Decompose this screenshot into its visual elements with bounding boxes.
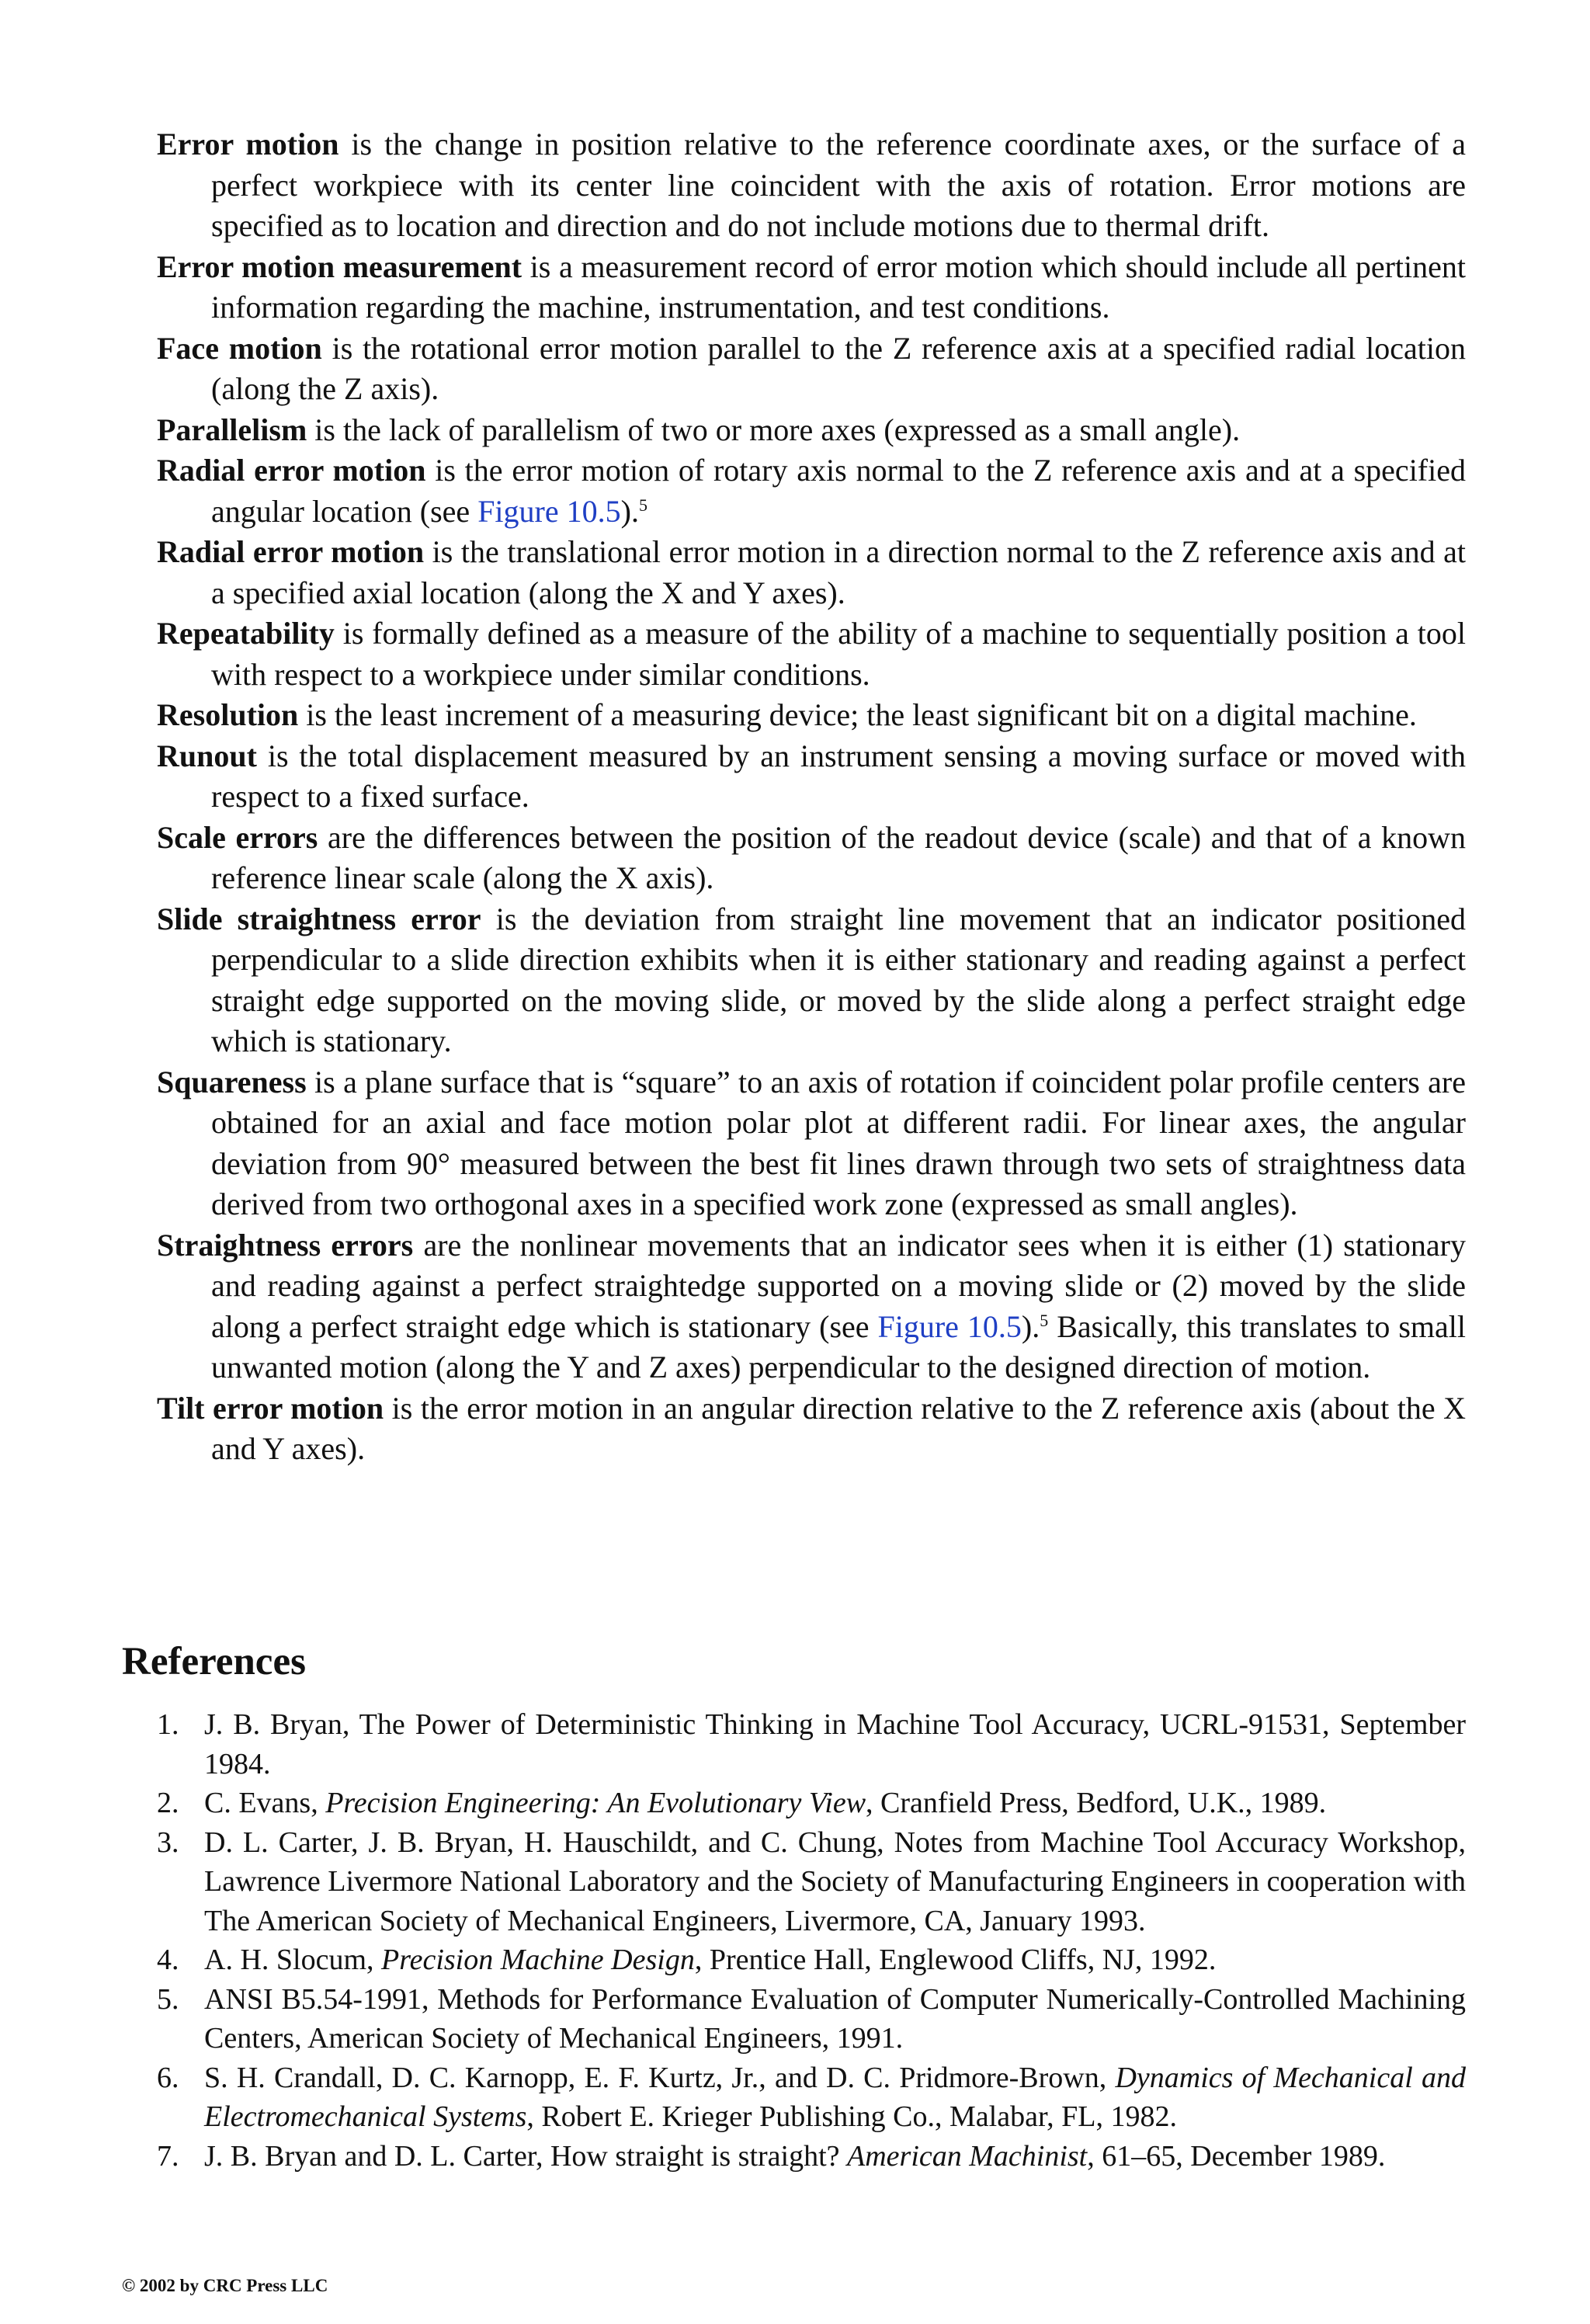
definition-error-motion [157, 124, 1466, 247]
definition-resolution [157, 695, 1466, 736]
definition-term: Error motion [157, 127, 339, 162]
reference-number: 6. [157, 2061, 179, 2094]
reference-item [157, 2058, 1466, 2137]
definition-text: is a measurement record of error motion which should include all pertinent information regarding the machine, instrumentation, and test conditions. [211, 248, 1467, 325]
definition-scale-errors [157, 818, 1466, 899]
reference-title: American Machinist [847, 2139, 1088, 2173]
definition-text-after: ). [1021, 1308, 1040, 1344]
reference-text-after: , Robert E. Krieger Publishing Co., Malabar, FL, 1982. [526, 2100, 1177, 2133]
figure-10-5-link[interactable]: Figure 10.5 [877, 1308, 1022, 1344]
footnote-marker: 5 [1040, 1310, 1049, 1330]
references-list [157, 1705, 1466, 2176]
definition-text: are the nonlinear movements that an indicator sees when it is either (1) stationary and reading against a perfect straightedge supported on a moving slide or (2) moved by the slide along a perfect straight edge which is stationary (see [211, 1227, 1466, 1344]
definition-term: Scale errors [157, 819, 318, 855]
definition-text-after: ). [620, 493, 639, 529]
definition-term: Error motion measurement [157, 248, 522, 284]
definition-text: is the least increment of a measuring device; the least significant bit on a digital machine. [298, 697, 1417, 732]
reference-number: 3. [157, 1826, 179, 1859]
definition-term: Parallelism [157, 412, 307, 447]
reference-title: Dynamics of Mechanical and Electromechanical Systems [204, 2061, 1466, 2133]
definition-term: Tilt error motion [157, 1390, 384, 1426]
reference-number: 4. [157, 1944, 179, 1976]
reference-text: A. H. Slocum, [204, 1944, 381, 1976]
definition-face-motion [157, 328, 1466, 410]
reference-title: Precision Machine Design [381, 1944, 695, 1976]
definition-term: Repeatability [157, 616, 335, 651]
definition-radial-error-motion-translational [157, 532, 1466, 613]
definition-squareness [157, 1062, 1466, 1225]
definition-term: Radial error motion [157, 453, 426, 488]
definition-text: are the differences between the position of the readout device (scale) and that of a known reference linear scale (along the X axis). [211, 819, 1466, 895]
reference-text: D. L. Carter, J. B. Bryan, H. Hauschildt, and C. Chung, Notes from Machine Tool Accuracy Workshop, Lawrence Livermore National Laboratory and the Society of Manufacturing Engineers in cooperation with The American Society of Mechanical Engineers, Livermore, CA, January 1993. [204, 1826, 1466, 1937]
definition-text: is the total displacement measured by an instrument sensing a moving surface or moved with respect to a fixed surface. [211, 738, 1466, 814]
footnote-marker: 5 [638, 495, 647, 515]
definition-term: Squareness [157, 1064, 307, 1099]
definition-term: Face motion [157, 330, 322, 366]
definition-text: is the lack of parallelism of two or more axes (expressed as a small angle). [307, 412, 1241, 447]
glossary-definitions [157, 124, 1466, 1470]
reference-title: Precision Engineering: An Evolutionary View [325, 1787, 866, 1819]
reference-text: ANSI B5.54-1991, Methods for Performance Evaluation of Computer Numerically-Controlled Machining Centers, American Society of Mechanical Engineers, 1991. [204, 1982, 1466, 2055]
definition-text: is the change in position relative to the reference coordinate axes, or the surface of a perfect workpiece with its center line coincident with the axis of rotation. Error motions are specified as to location and direction and do not include motions due to thermal drift. [211, 127, 1466, 243]
definition-term: Runout [157, 738, 257, 773]
reference-text-after: , Cranfield Press, Bedford, U.K., 1989. [866, 1787, 1327, 1819]
definition-text: is the deviation from straight line movement that an indicator positioned perpendicular to a slide direction exhibits when it is either stationary and reading against a perfect straight edge supported on the moving slide, or moved by the slide along a perfect straight edge which is stationary. [211, 901, 1467, 1058]
reference-item [157, 2137, 1466, 2176]
references-heading: References [122, 1640, 306, 1683]
reference-item [157, 1705, 1466, 1784]
definition-radial-error-motion-rotary [157, 450, 1466, 532]
definition-term: Resolution [157, 697, 299, 732]
reference-item [157, 1940, 1466, 1980]
definition-term: Radial error motion [157, 534, 425, 569]
definition-text: is the rotational error motion parallel to the Z reference axis at a specified radial location (along the Z axis). [211, 330, 1467, 406]
reference-number: 7. [157, 2139, 179, 2173]
reference-number: 1. [157, 1708, 179, 1741]
definition-text: is the translational error motion in a direction normal to the Z reference axis and at a specified axial location (along the X and Y axes). [211, 534, 1466, 610]
definition-term: Slide straightness error [157, 901, 481, 936]
definition-text: is a plane surface that is “square” to an axis of rotation if coincident polar profile centers are obtained for an axial and face motion polar plot at different radii. For linear axes, the angular deviation from 90° measured between the best fit lines drawn through two sets of straightness data derived from two orthogonal axes in a specified work zone (expressed as small angles). [211, 1064, 1466, 1221]
reference-text: J. B. Bryan and D. L. Carter, How straight is straight? [204, 2139, 848, 2173]
reference-item [157, 1980, 1466, 2058]
figure-10-5-link[interactable]: Figure 10.5 [477, 493, 621, 529]
definition-text: is the error motion in an angular direction relative to the Z reference axis (about the X and Y axes). [211, 1390, 1466, 1466]
definition-term: Straightness errors [157, 1227, 414, 1263]
reference-number: 5. [157, 1982, 179, 2016]
definition-text-tail: Basically, this translates to small unwanted motion (along the Y and Z axes) perpendicular to the designed direction of motion. [211, 1308, 1467, 1384]
reference-item [157, 1823, 1466, 1941]
reference-text: S. H. Crandall, D. C. Karnopp, E. F. Kurtz, Jr., and D. C. Pridmore-Brown, [204, 2061, 1116, 2094]
reference-number: 2. [157, 1787, 179, 1819]
reference-text-after: , Prentice Hall, Englewood Cliffs, NJ, 1992. [694, 1944, 1217, 1976]
reference-text: C. Evans, [204, 1787, 326, 1819]
definition-text: is formally defined as a measure of the ability of a machine to sequentially position a tool with respect to a workpiece under similar conditions. [211, 616, 1466, 692]
definition-parallelism [157, 410, 1466, 451]
reference-item [157, 1784, 1466, 1823]
definition-runout [157, 736, 1466, 818]
definition-straightness-errors [157, 1225, 1466, 1388]
definition-slide-straightness-error [157, 899, 1466, 1062]
definition-tilt-error-motion [157, 1388, 1466, 1470]
reference-text-after: , 61–65, December 1989. [1087, 2139, 1386, 2173]
definition-error-motion-measurement [157, 247, 1466, 328]
definition-repeatability [157, 613, 1466, 695]
copyright-footer: © 2002 by CRC Press LLC [122, 2276, 328, 2295]
reference-text: J. B. Bryan, The Power of Deterministic Thinking in Machine Tool Accuracy, UCRL-91531, September 1984. [204, 1708, 1466, 1780]
definition-text: is the error motion of rotary axis normal to the Z reference axis and at a specified angular location (see [211, 453, 1466, 529]
